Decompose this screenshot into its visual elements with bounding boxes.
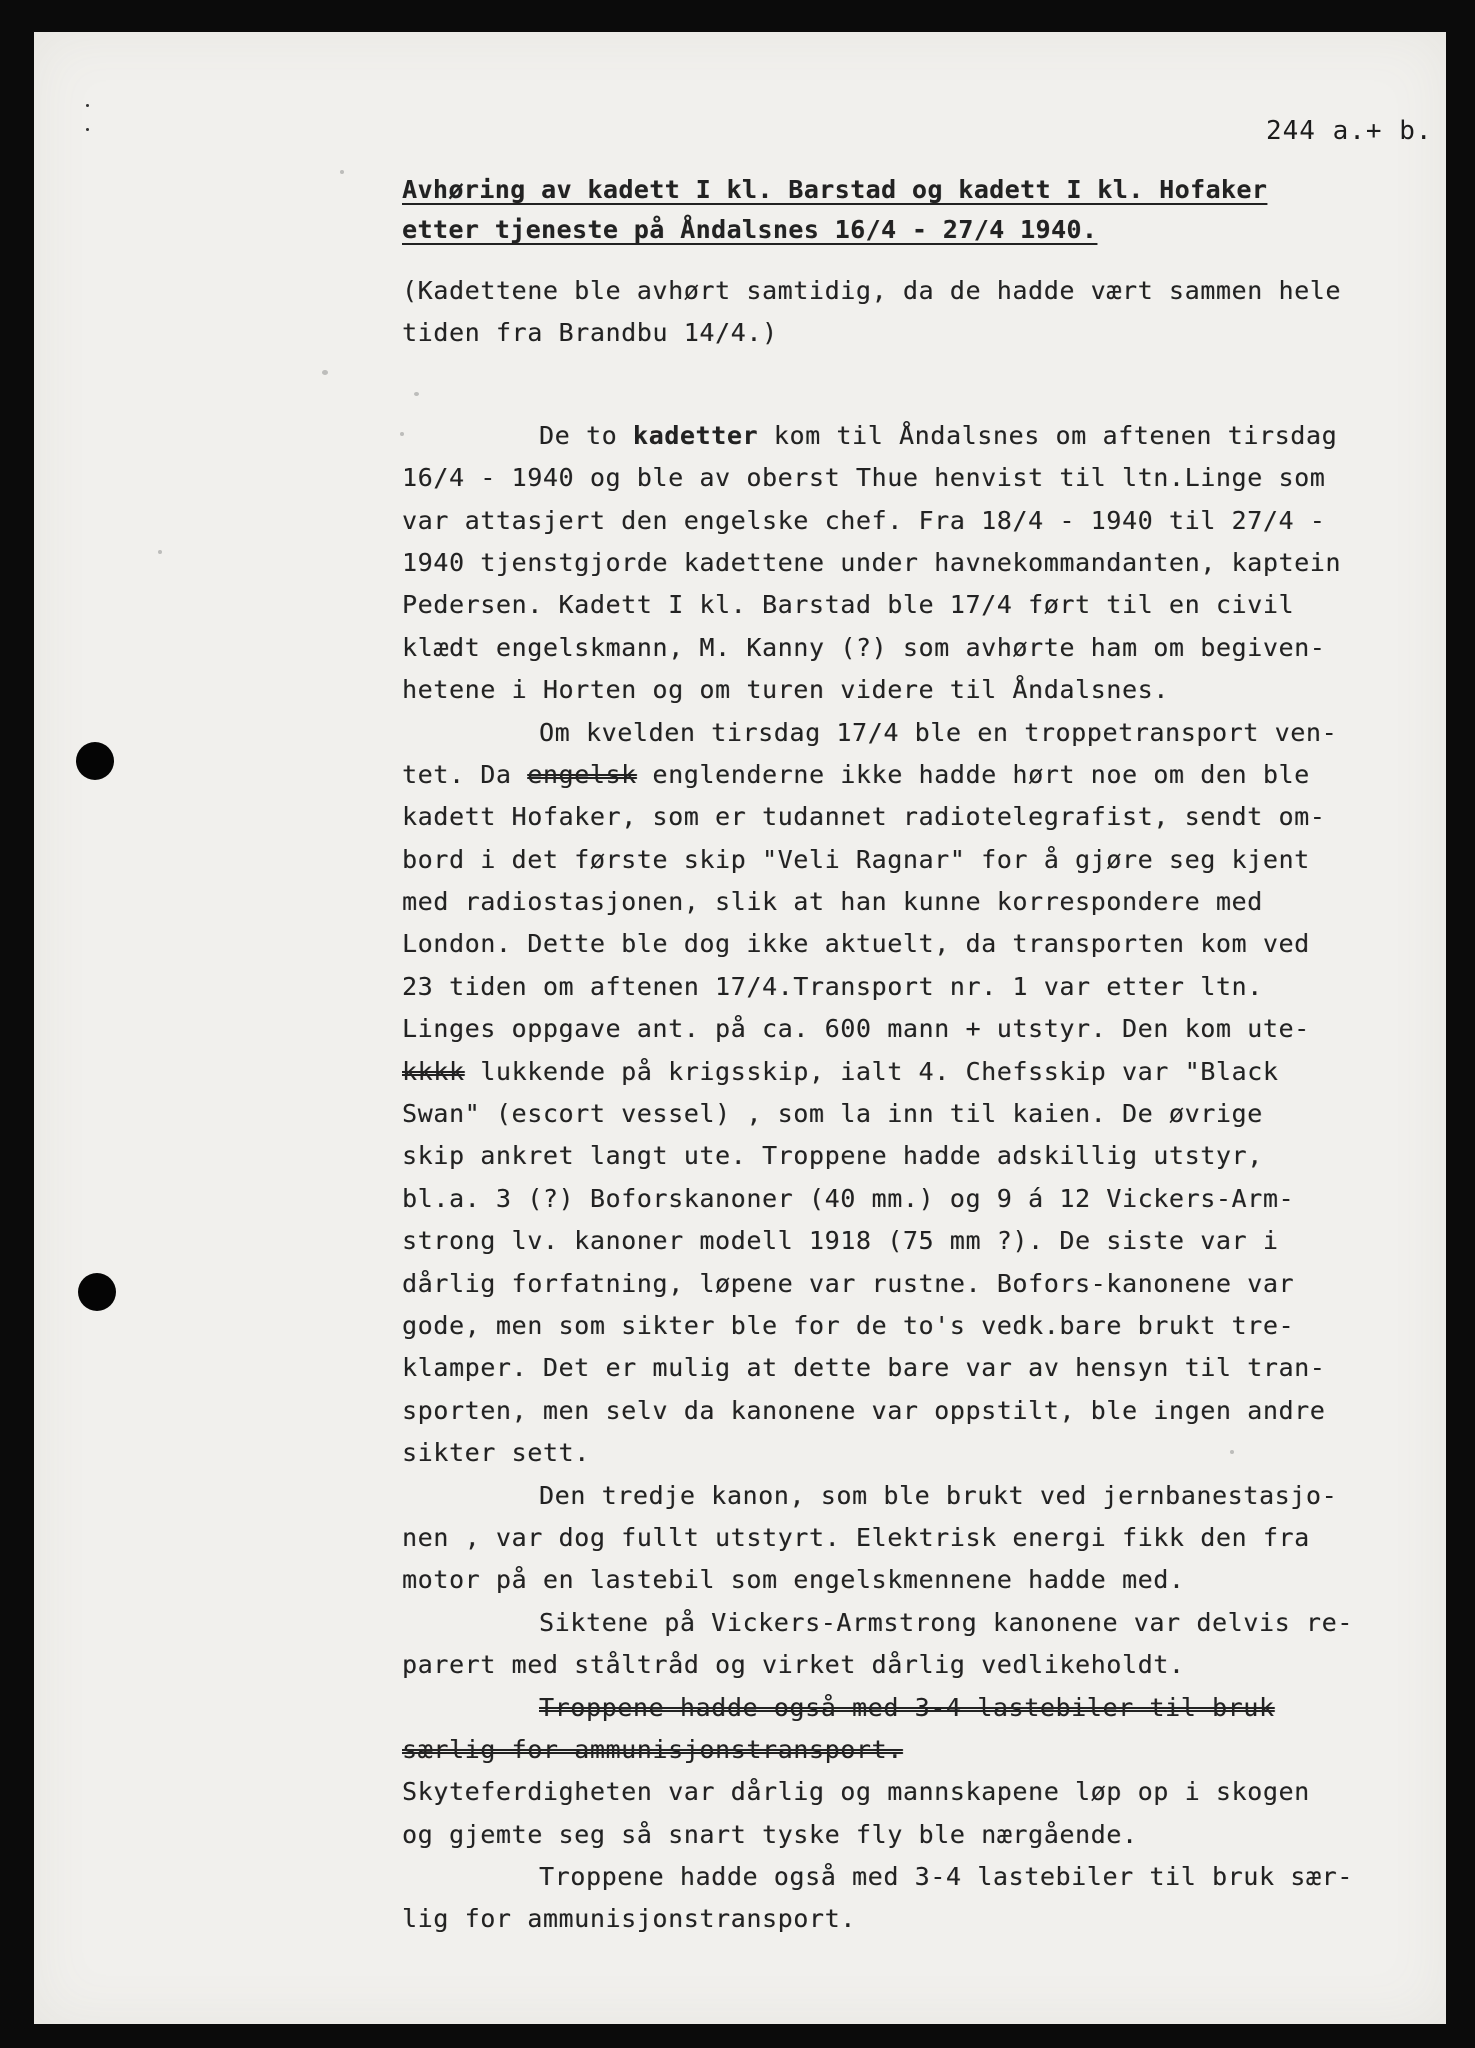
- paragraph-2-line: 23 tiden om aftenen 17/4.Transport nr. 1 var etter ltn.: [402, 971, 1263, 1001]
- paragraph-4-line: parert med ståltråd og virket dårlig vedlikeholdt.: [402, 1650, 1185, 1680]
- paragraph-6-line: lig for ammunisjonstransport.: [402, 1904, 856, 1934]
- paragraph-1-line: De to kadetter kom til Åndalsnes om aftenen tirsdag: [539, 420, 1338, 450]
- punch-hole-bottom: [78, 1273, 116, 1311]
- paragraph-3-line: Den tredje kanon, som ble brukt ved jernbanestasjo-: [539, 1480, 1338, 1510]
- struck-out-line: særlig for ammunisjonstransport.: [402, 1734, 903, 1764]
- paragraph-2-line: bl.a. 3 (?) Boforskanoner (40 mm.) og 9 á 12 Vickers-Arm-: [402, 1183, 1295, 1213]
- paragraph-2-line: kkkk lukkende på krigsskip, ialt 4. Chefsskip var "Black: [402, 1056, 1279, 1086]
- paragraph-2-line: dårlig forfatning, løpene var rustne. Bofors-kanonene var: [402, 1268, 1295, 1298]
- document-title-line-1: Avhøring av kadett I kl. Barstad og kadett I kl. Hofaker: [402, 175, 1268, 204]
- document-title-line-2: etter tjeneste på Åndalsnes 16/4 - 27/4 1940.: [402, 215, 1098, 244]
- struck-word: engelsk: [527, 759, 637, 789]
- paragraph-2-line: Om kvelden tirsdag 17/4 ble en troppetransport ven-: [539, 717, 1338, 747]
- paragraph-2-line: gode, men som sikter ble for de to's vedk.bare brukt tre-: [402, 1310, 1295, 1340]
- paragraph-2-line: med radiostasjonen, slik at han kunne korrespondere med: [402, 887, 1263, 917]
- margin-mark: [86, 104, 89, 107]
- paragraph-6-line: Troppene hadde også med 3-4 lastebiler til bruk sær-: [539, 1862, 1353, 1892]
- punch-hole-top: [76, 742, 114, 780]
- struck-word: kkkk: [402, 1056, 465, 1086]
- paragraph-1-line: var attasjert den engelske chef. Fra 18/4 - 1940 til 27/4 -: [402, 505, 1326, 535]
- paragraph-1-line: 1940 tjenstgjorde kadettene under havnekommandanten, kaptein: [402, 547, 1342, 577]
- paragraph-2-line: tet. Da engelsk englenderne ikke hadde hørt noe om den ble: [402, 759, 1310, 789]
- paragraph-2-line: klamper. Det er mulig at dette bare var av hensyn til tran-: [402, 1353, 1326, 1383]
- paragraph-4-line: Siktene på Vickers-Armstrong kanonene var delvis re-: [539, 1607, 1353, 1637]
- paragraph-3-line: nen , var dog fullt utstyrt. Elektrisk energi fikk den fra: [402, 1522, 1310, 1552]
- paragraph-2-line: strong lv. kanoner modell 1918 (75 mm ?). De siste var i: [402, 1226, 1279, 1256]
- paper-speck: [322, 370, 328, 375]
- paragraph-2-line: skip ankret langt ute. Troppene hadde adskillig utstyr,: [402, 1141, 1263, 1171]
- document-body: [402, 170, 1440, 1941]
- page-number: 244 a.+ b.: [1266, 116, 1433, 146]
- paragraph-5-line: Skyteferdigheten var dårlig og mannskapene løp op i skogen: [402, 1777, 1310, 1807]
- intro-line: tiden fra Brandbu 14/4.): [402, 318, 778, 348]
- paragraph-5-line: og gjemte seg så snart tyske fly ble nærgående.: [402, 1819, 1138, 1849]
- paragraph-2-line: bord i det første skip "Veli Ragnar" for å gjøre seg kjent: [402, 844, 1310, 874]
- paragraph-1-line: klædt engelskmann, M. Kanny (?) som avhørte ham om begiven-: [402, 632, 1326, 662]
- paragraph-2-line: sporten, men selv da kanonene var oppstilt, ble ingen andre: [402, 1395, 1326, 1425]
- struck-out-line: Troppene hadde også med 3-4 lastebiler til bruk: [539, 1692, 1275, 1722]
- paragraph-2-line: Swan" (escort vessel) , som la inn til kaien. De øvrige: [402, 1099, 1263, 1129]
- intro-line: (Kadettene ble avhørt samtidig, da de hadde vært sammen hele: [402, 276, 1342, 305]
- paragraph-1-line: hetene i Horten og om turen videre til Åndalsnes.: [402, 675, 1169, 705]
- paper-speck: [340, 170, 344, 174]
- paragraph-1-line: Pedersen. Kadett I kl. Barstad ble 17/4 ført til en civil: [402, 590, 1295, 620]
- paragraph-1-line: 16/4 - 1940 og ble av oberst Thue henvist til ltn.Linge som: [402, 463, 1326, 493]
- paragraph-2-line: kadett Hofaker, som er tudannet radiotelegrafist, sendt om-: [402, 802, 1326, 832]
- paragraph-2-line: sikter sett.: [402, 1438, 590, 1468]
- paragraph-2-line: Linges oppgave ant. på ca. 600 mann + utstyr. Den kom ute-: [402, 1014, 1310, 1044]
- paper-speck: [158, 550, 162, 554]
- paragraph-2-line: London. Dette ble dog ikke aktuelt, da transporten kom ved: [402, 929, 1310, 959]
- paragraph-3-line: motor på en lastebil som engelskmennene hadde med.: [402, 1565, 1185, 1595]
- margin-mark: [86, 128, 89, 131]
